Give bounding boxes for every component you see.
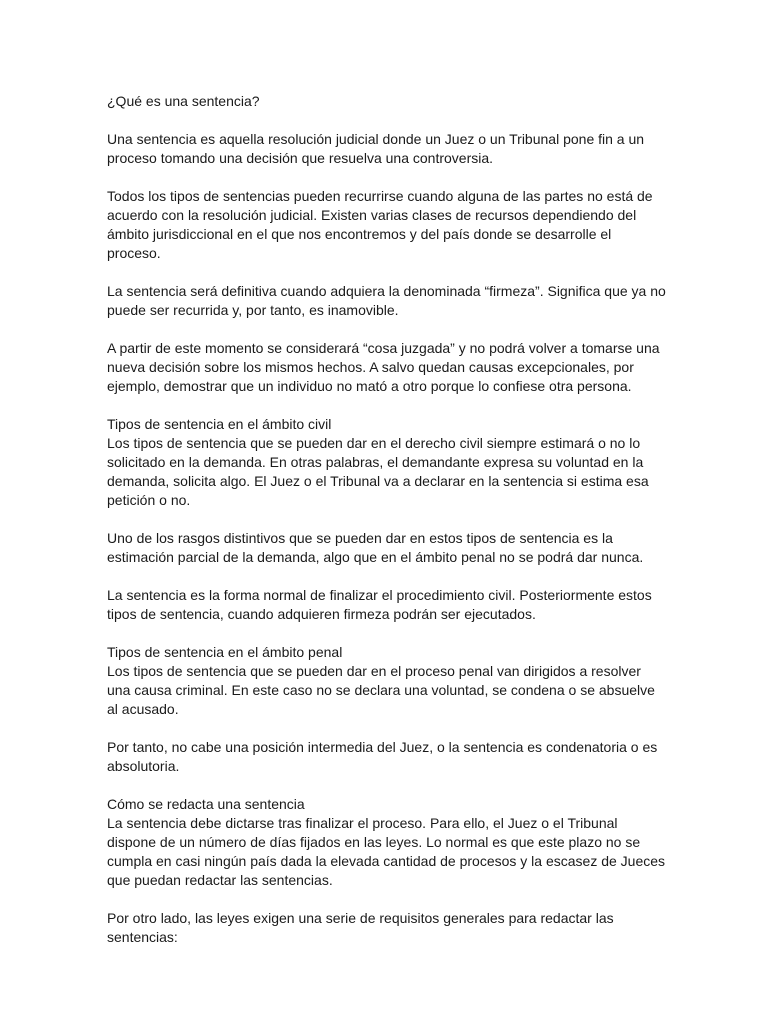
paragraph-estimacion	[107, 529, 667, 567]
paragraph-text: Los tipos de sentencia que se pueden dar en el proceso penal van dirigidos a resolver una causa criminal. En este caso no se declara una voluntad, se condena o se absuelve al acusado.	[107, 663, 655, 717]
paragraph-text: A partir de este momento se considerará “cosa juzgada” y no podrá volver a tomarse una nueva decisión sobre los mismos hechos. A salvo quedan causas excepcionales, por ejemplo, demostrar que un individuo no mató a otro porque lo confiese otra persona.	[107, 340, 660, 394]
section-intro	[107, 92, 667, 111]
paragraph-cosa-juzgada	[107, 339, 667, 396]
paragraph-text: Por tanto, no cabe una posición intermedia del Juez, o la sentencia es condenatoria o es absolutoria.	[107, 739, 658, 774]
paragraph-text: La sentencia debe dictarse tras finalizar el proceso. Para ello, el Juez o el Tribunal dispone de un número de días fijados en las leyes. Lo normal es que este plazo no se cumpla en casi ningún país dada la elevada cantidad de procesos y la escasez de Jueces que puedan redactar las sentencias.	[107, 815, 666, 888]
paragraph-definition	[107, 130, 667, 168]
paragraph-firmeza	[107, 282, 667, 320]
section-heading-civil: Tipos de sentencia en el ámbito civil	[107, 416, 332, 432]
section-heading-penal: Tipos de sentencia en el ámbito penal	[107, 644, 343, 660]
section-penal	[107, 643, 667, 719]
section-civil	[107, 415, 667, 510]
paragraph-text: La sentencia es la forma normal de finalizar el procedimiento civil. Posteriormente estos tipos de sentencia, cuando adquieren firmeza podrán ser ejecutados.	[107, 587, 652, 622]
paragraph-posicion	[107, 738, 667, 776]
section-heading-redaccion: Cómo se redacta una sentencia	[107, 796, 305, 812]
paragraph-text: La sentencia será definitiva cuando adquiera la denominada “firmeza”. Significa que ya no puede ser recurrida y, por tanto, es inamovible.	[107, 283, 666, 318]
paragraph-text: Los tipos de sentencia que se pueden dar en el derecho civil siempre estimará o no lo solicitado en la demanda. En otras palabras, el demandante expresa su voluntad en la demanda, solicita algo. El Juez o el Tribunal va a declarar en la sentencia si estima esa petición o no.	[107, 435, 649, 508]
section-redaccion	[107, 795, 667, 890]
paragraph-text: Una sentencia es aquella resolución judicial donde un Juez o un Tribunal pone fin a un proceso tomando una decisión que resuelva una controversia.	[107, 131, 645, 166]
paragraph-text: Uno de los rasgos distintivos que se pueden dar en estos tipos de sentencia es la estimación parcial de la demanda, algo que en el ámbito penal no se podrá dar nunca.	[107, 530, 644, 565]
document-title: ¿Qué es una sentencia?	[107, 93, 260, 109]
paragraph-text: Todos los tipos de sentencias pueden recurrirse cuando alguna de las partes no está de acuerdo con la resolución judicial. Existen varias clases de recursos dependiendo del ámbito jurisdiccional en el que nos encontremos y del país donde se desarrolle el proceso.	[107, 188, 653, 261]
paragraph-text: Por otro lado, las leyes exigen una serie de requisitos generales para redactar las sentencias:	[107, 910, 614, 945]
document-page	[107, 92, 667, 966]
paragraph-recursos	[107, 187, 667, 263]
paragraph-requisitos	[107, 909, 667, 947]
paragraph-ejecucion	[107, 586, 667, 624]
